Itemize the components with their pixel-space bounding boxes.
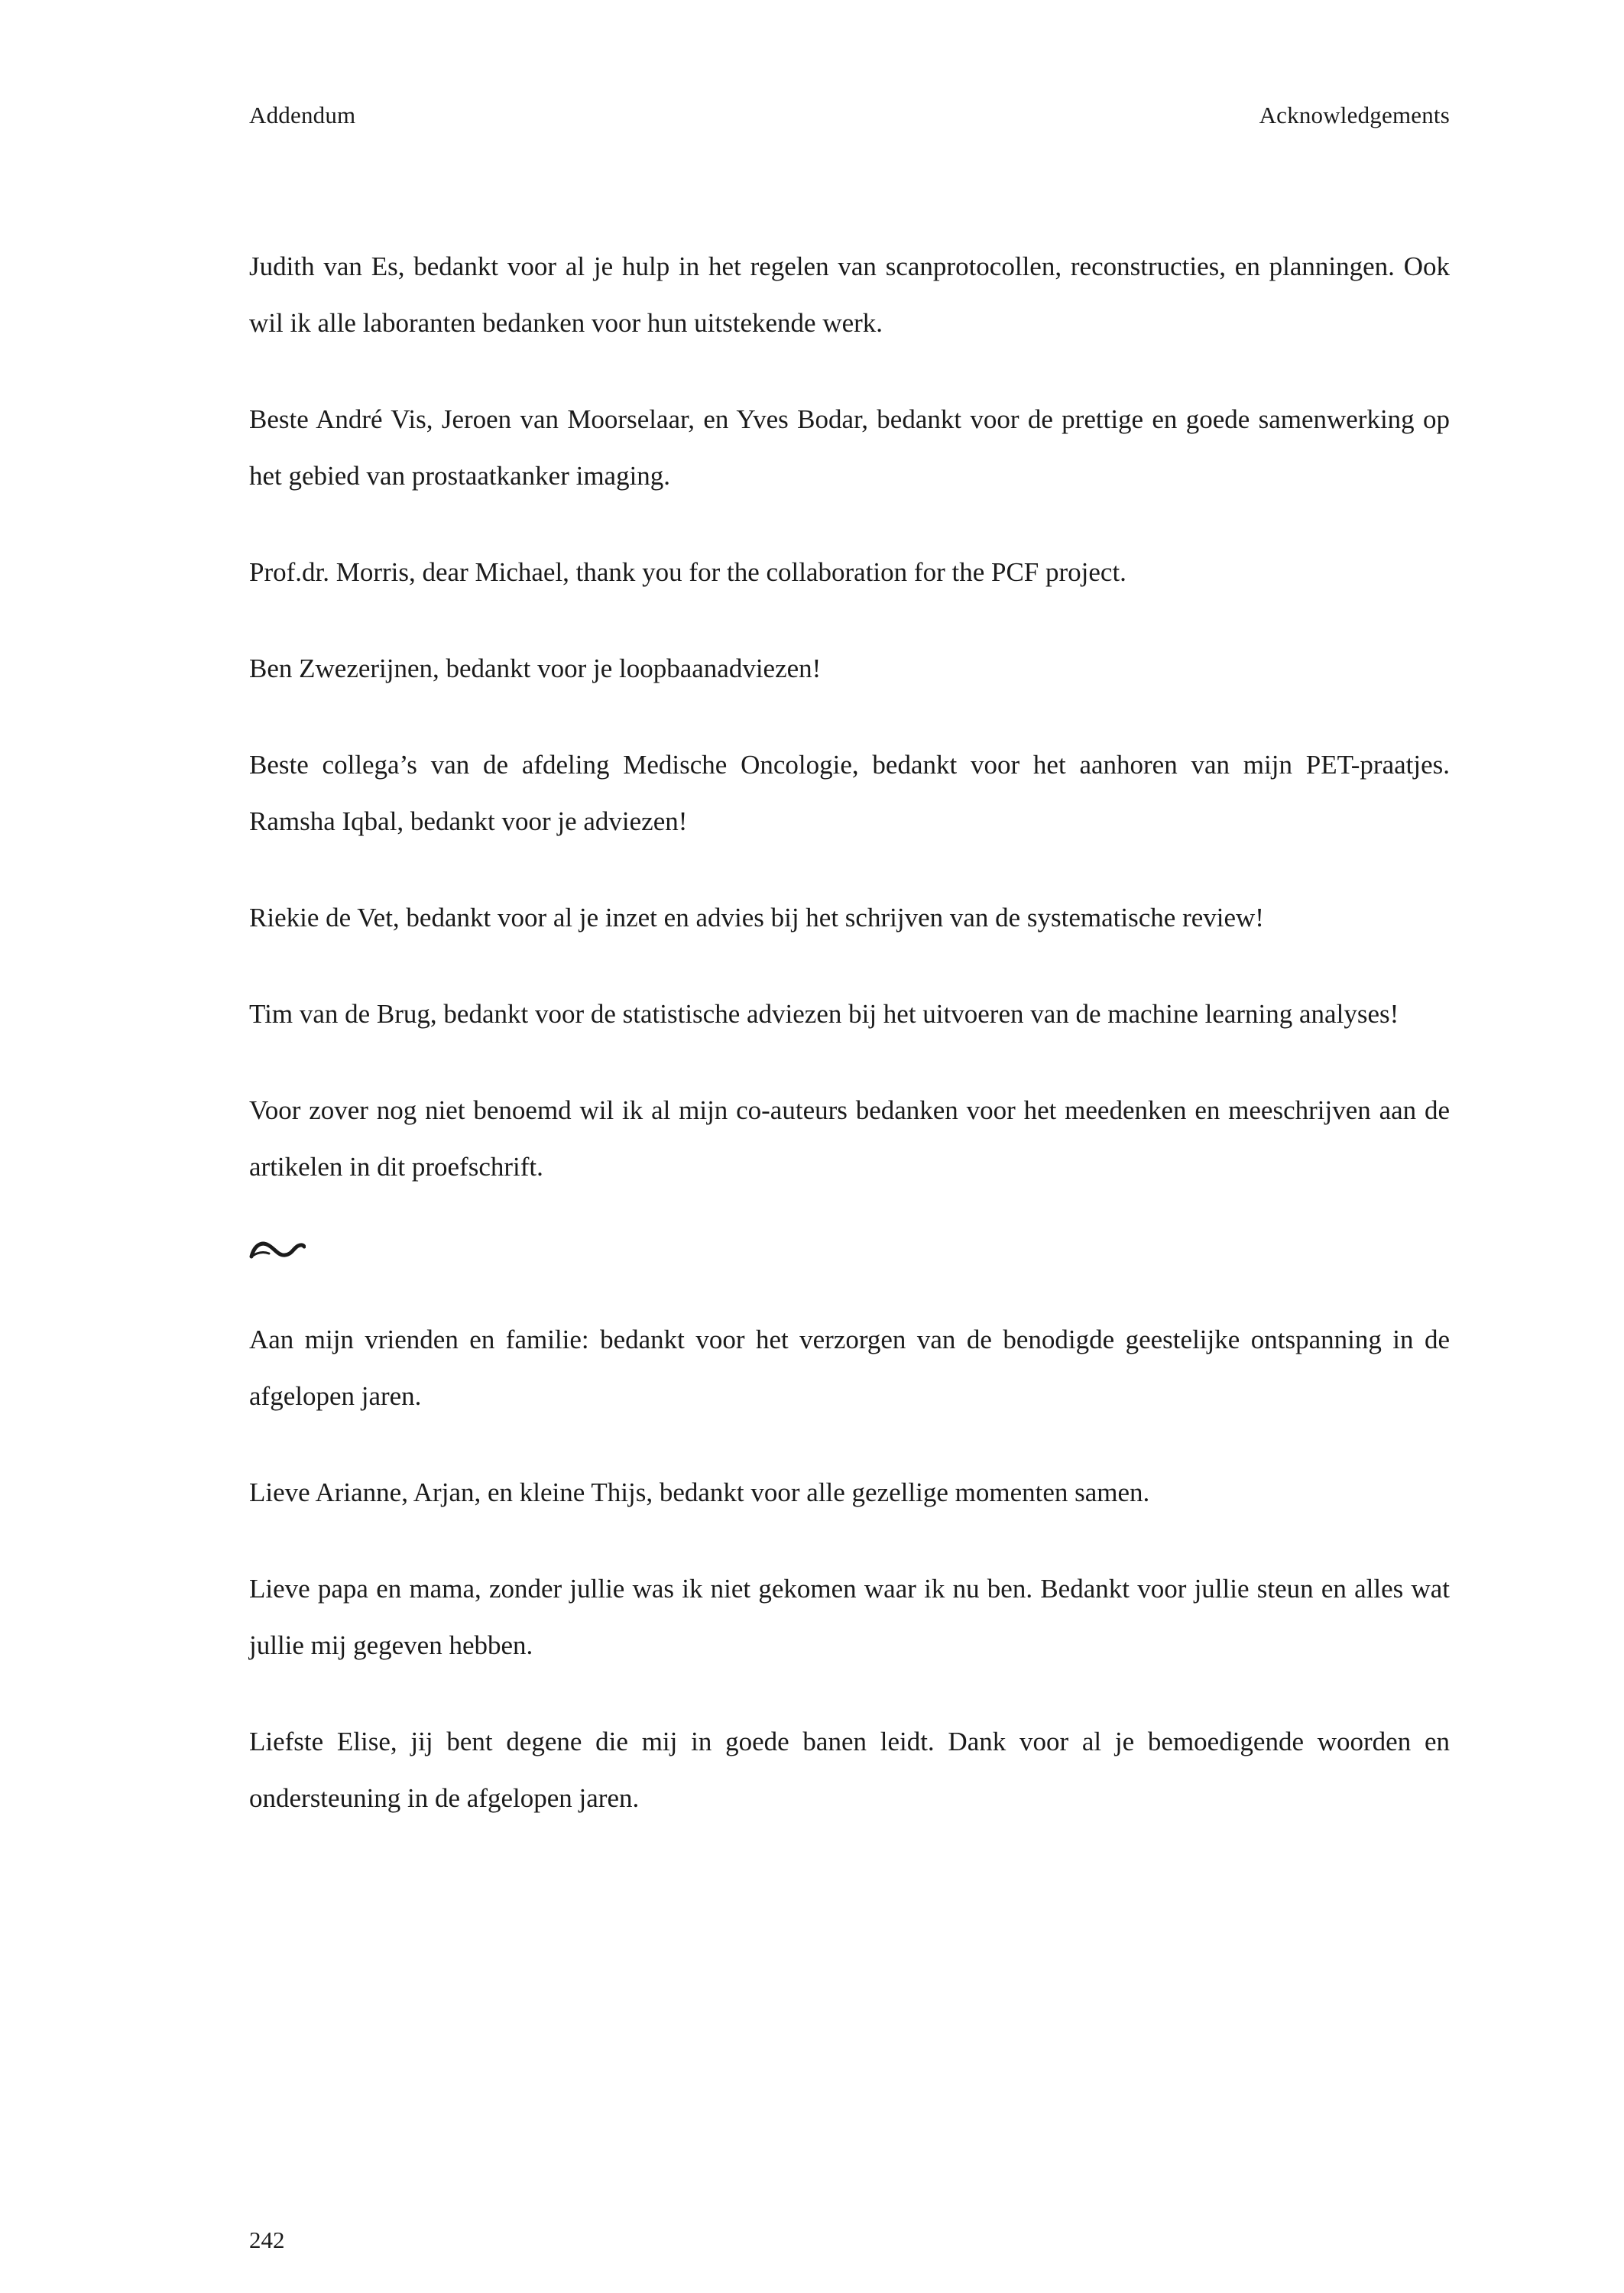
body-paragraph: Lieve papa en mama, zonder jullie was ik niet gekomen waar ik nu ben. Bedankt voor jullie steun en alles wat jullie mij gegeven hebben. [249,1574,1450,1660]
running-header [249,101,1450,129]
body-paragraph: Lieve Arianne, Arjan, en kleine Thijs, bedankt voor alle gezellige momenten samen. [249,1477,1150,1507]
body-paragraph: Beste collega’s van de afdeling Medische Oncologie, bedankt voor het aanhoren van mijn PET-praatjes. Ramsha Iqbal, bedankt voor je adviezen! [249,750,1450,836]
swash-icon [249,1236,306,1265]
body-paragraph: Voor zover nog niet benoemd wil ik al mijn co-auteurs bedanken voor het meedenken en meeschrijven aan de artikelen in dit proefschrift. [249,1095,1450,1182]
running-header-right: Acknowledgements [1259,102,1450,128]
body-paragraph: Prof.dr. Morris, dear Michael, thank you for the collaboration for the PCF project. [249,557,1126,587]
page-footer [249,2226,285,2254]
body-paragraph: Riekie de Vet, bedankt voor al je inzet en advies bij het schrijven van de systematische review! [249,903,1264,932]
body-paragraph: Aan mijn vrienden en familie: bedankt voor het verzorgen van de benodigde geestelijke ontspanning in de afgelopen jaren. [249,1325,1450,1411]
body-paragraph: Beste André Vis, Jeroen van Moorselaar, en Yves Bodar, bedankt voor de prettige en goede samenwerking op het gebied van prostaatkanker imaging. [249,404,1450,491]
swash-divider-ornament [249,1235,1450,1266]
acknowledgements-body [249,238,1450,1867]
body-paragraph: Liefste Elise, jij bent degene die mij in goede banen leidt. Dank voor al je bemoedigende woorden en ondersteuning in de afgelopen jaren. [249,1727,1450,1813]
running-header-left: Addendum [249,102,356,128]
body-paragraph: Ben Zwezerijnen, bedankt voor je loopbaanadviezen! [249,654,822,683]
body-paragraph: Tim van de Brug, bedankt voor de statistische adviezen bij het uitvoeren van de machine learning analyses! [249,999,1399,1029]
page-number: 242 [249,2227,285,2253]
body-paragraph: Judith van Es, bedankt voor al je hulp in het regelen van scanprotocollen, reconstructies, en planningen. Ook wil ik alle laboranten bedanken voor hun uitstekende werk. [249,251,1450,338]
